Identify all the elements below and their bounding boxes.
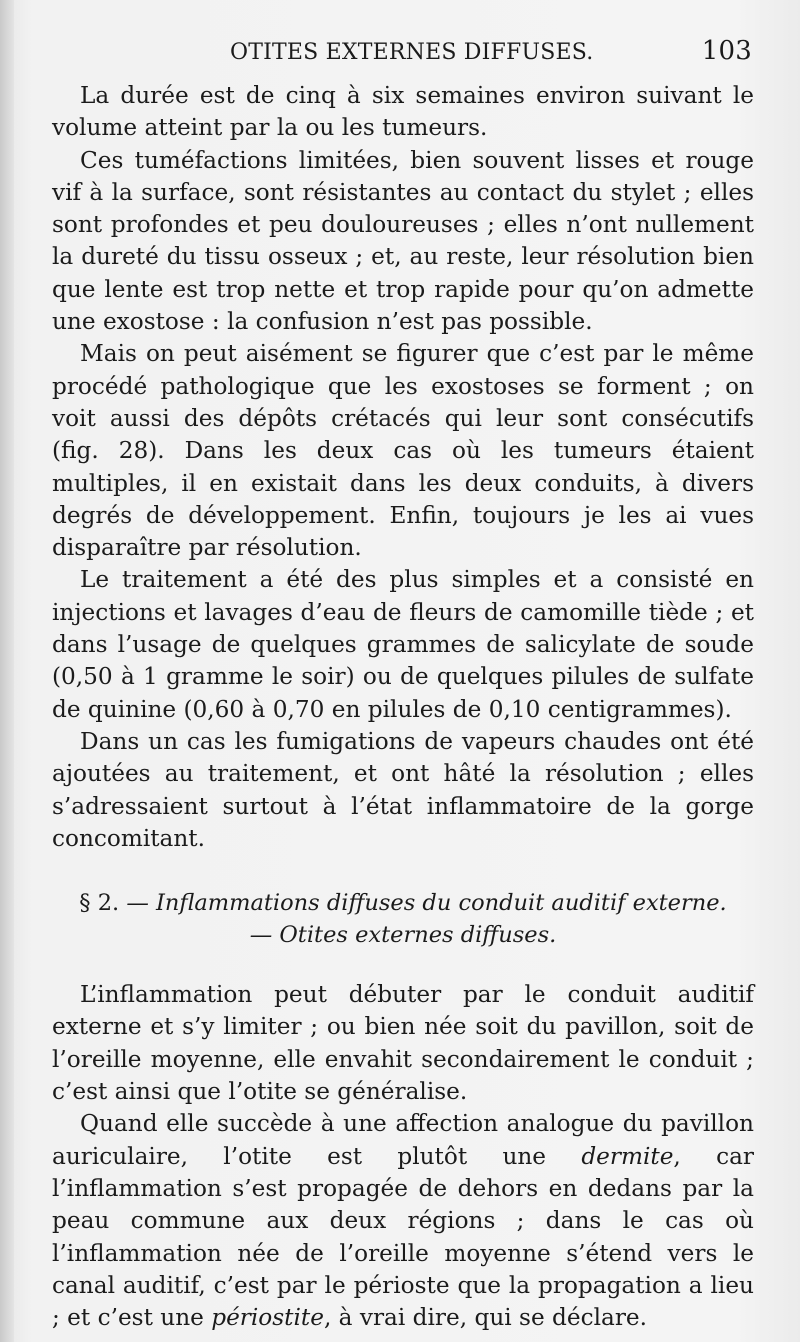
section-gap: [52, 855, 754, 887]
dermite-term: dermite: [581, 1142, 674, 1170]
paragraph-inflammation-start: L’inflammation peut débuter par le conduit auditif externe et s’y limiter ; ou bien née soit du pavillon, soit de l’oreille moyenne, elle envahit secondairement le conduit ; c’est ainsi que l’otite se généralise.: [52, 981, 754, 1106]
paragraph-tumefactions: Ces tuméfactions limitées, bien souvent lisses et rouge vif à la surface, sont résistantes au contact du stylet ; elles sont profondes et peu douloureuses ; elles n’ont nullement la dureté du tissu osseux ; et, au reste, leur résolution bien que lente est trop nette et trop rapide pour qu’on admette une exostose : la confusion n’est pas possible.: [52, 146, 754, 336]
paragraph-fumigations: Dans un cas les fumigations de vapeurs chaudes ont été ajoutées au traitement, et ont hâté la résolution ; elles s’adressaient surtout à l’état inflammatoire de la gorge concomitant.: [52, 727, 754, 852]
page-edge-shadow: [0, 0, 14, 1342]
paragraph-pathology: Mais on peut aisément se figurer que c’est par le même procédé pathologique que les exostoses se forment ; on voit aussi des dépôts crétacés qui leur sont consécutifs (fig. 28). Dans les deux cas où les tumeurs étaient multiples, il en existait dans les deux conduits, à divers degrés de développement. Enfin, toujours je les ai vues disparaître par résolution.: [52, 340, 754, 562]
section-heading-line1: [52, 887, 754, 919]
paragraph-treatment: Le traitement a été des plus simples et a consisté en injections et lavages d’eau de fleurs de camomille tiède ; et dans l’usage de quelques grammes de salicylate de soude (0,50 à 1 gramme le soir) ou de quelques pilules de sulfate de quinine (0,60 à 0,70 en pilules de 0,10 centigrammes).: [52, 566, 754, 723]
periostite-term: périostite: [211, 1304, 324, 1332]
paragraph-propagation-text-before: Quand elle succède à une affection analogue du pavillon auriculaire, l’otite est plutôt une: [52, 1110, 754, 1170]
section-number: § 2.: [79, 890, 120, 917]
section-title-line1: — Inflammations diffuses du conduit auditif externe.: [126, 890, 727, 917]
section-title-line2: — Otites externes diffuses.: [249, 922, 557, 949]
paragraph-propagation: [52, 1108, 754, 1334]
section-heading-line2: [52, 919, 754, 951]
page-number: 103: [701, 36, 752, 66]
running-header: [52, 30, 752, 72]
paragraph-propagation-text-middle: , car l’inflammation s’est propagée de dehors en dedans par la peau commune aux deux régions ; dans le cas où l’inflammation née de l’oreille moyenne s’étend vers le canal auditif, c’est par le périoste que la propagation a lieu ; et c’est une: [52, 1142, 754, 1332]
running-title: OTITES EXTERNES DIFFUSES.: [230, 40, 594, 65]
paragraph-duration: La durée est de cinq à six semaines environ suivant le volume atteint par la ou les tumeurs.: [52, 82, 754, 142]
paragraph-propagation-text-after: , à vrai dire, qui se déclare.: [323, 1304, 648, 1332]
section-gap-after: [52, 951, 754, 979]
page-body: [52, 80, 754, 1334]
